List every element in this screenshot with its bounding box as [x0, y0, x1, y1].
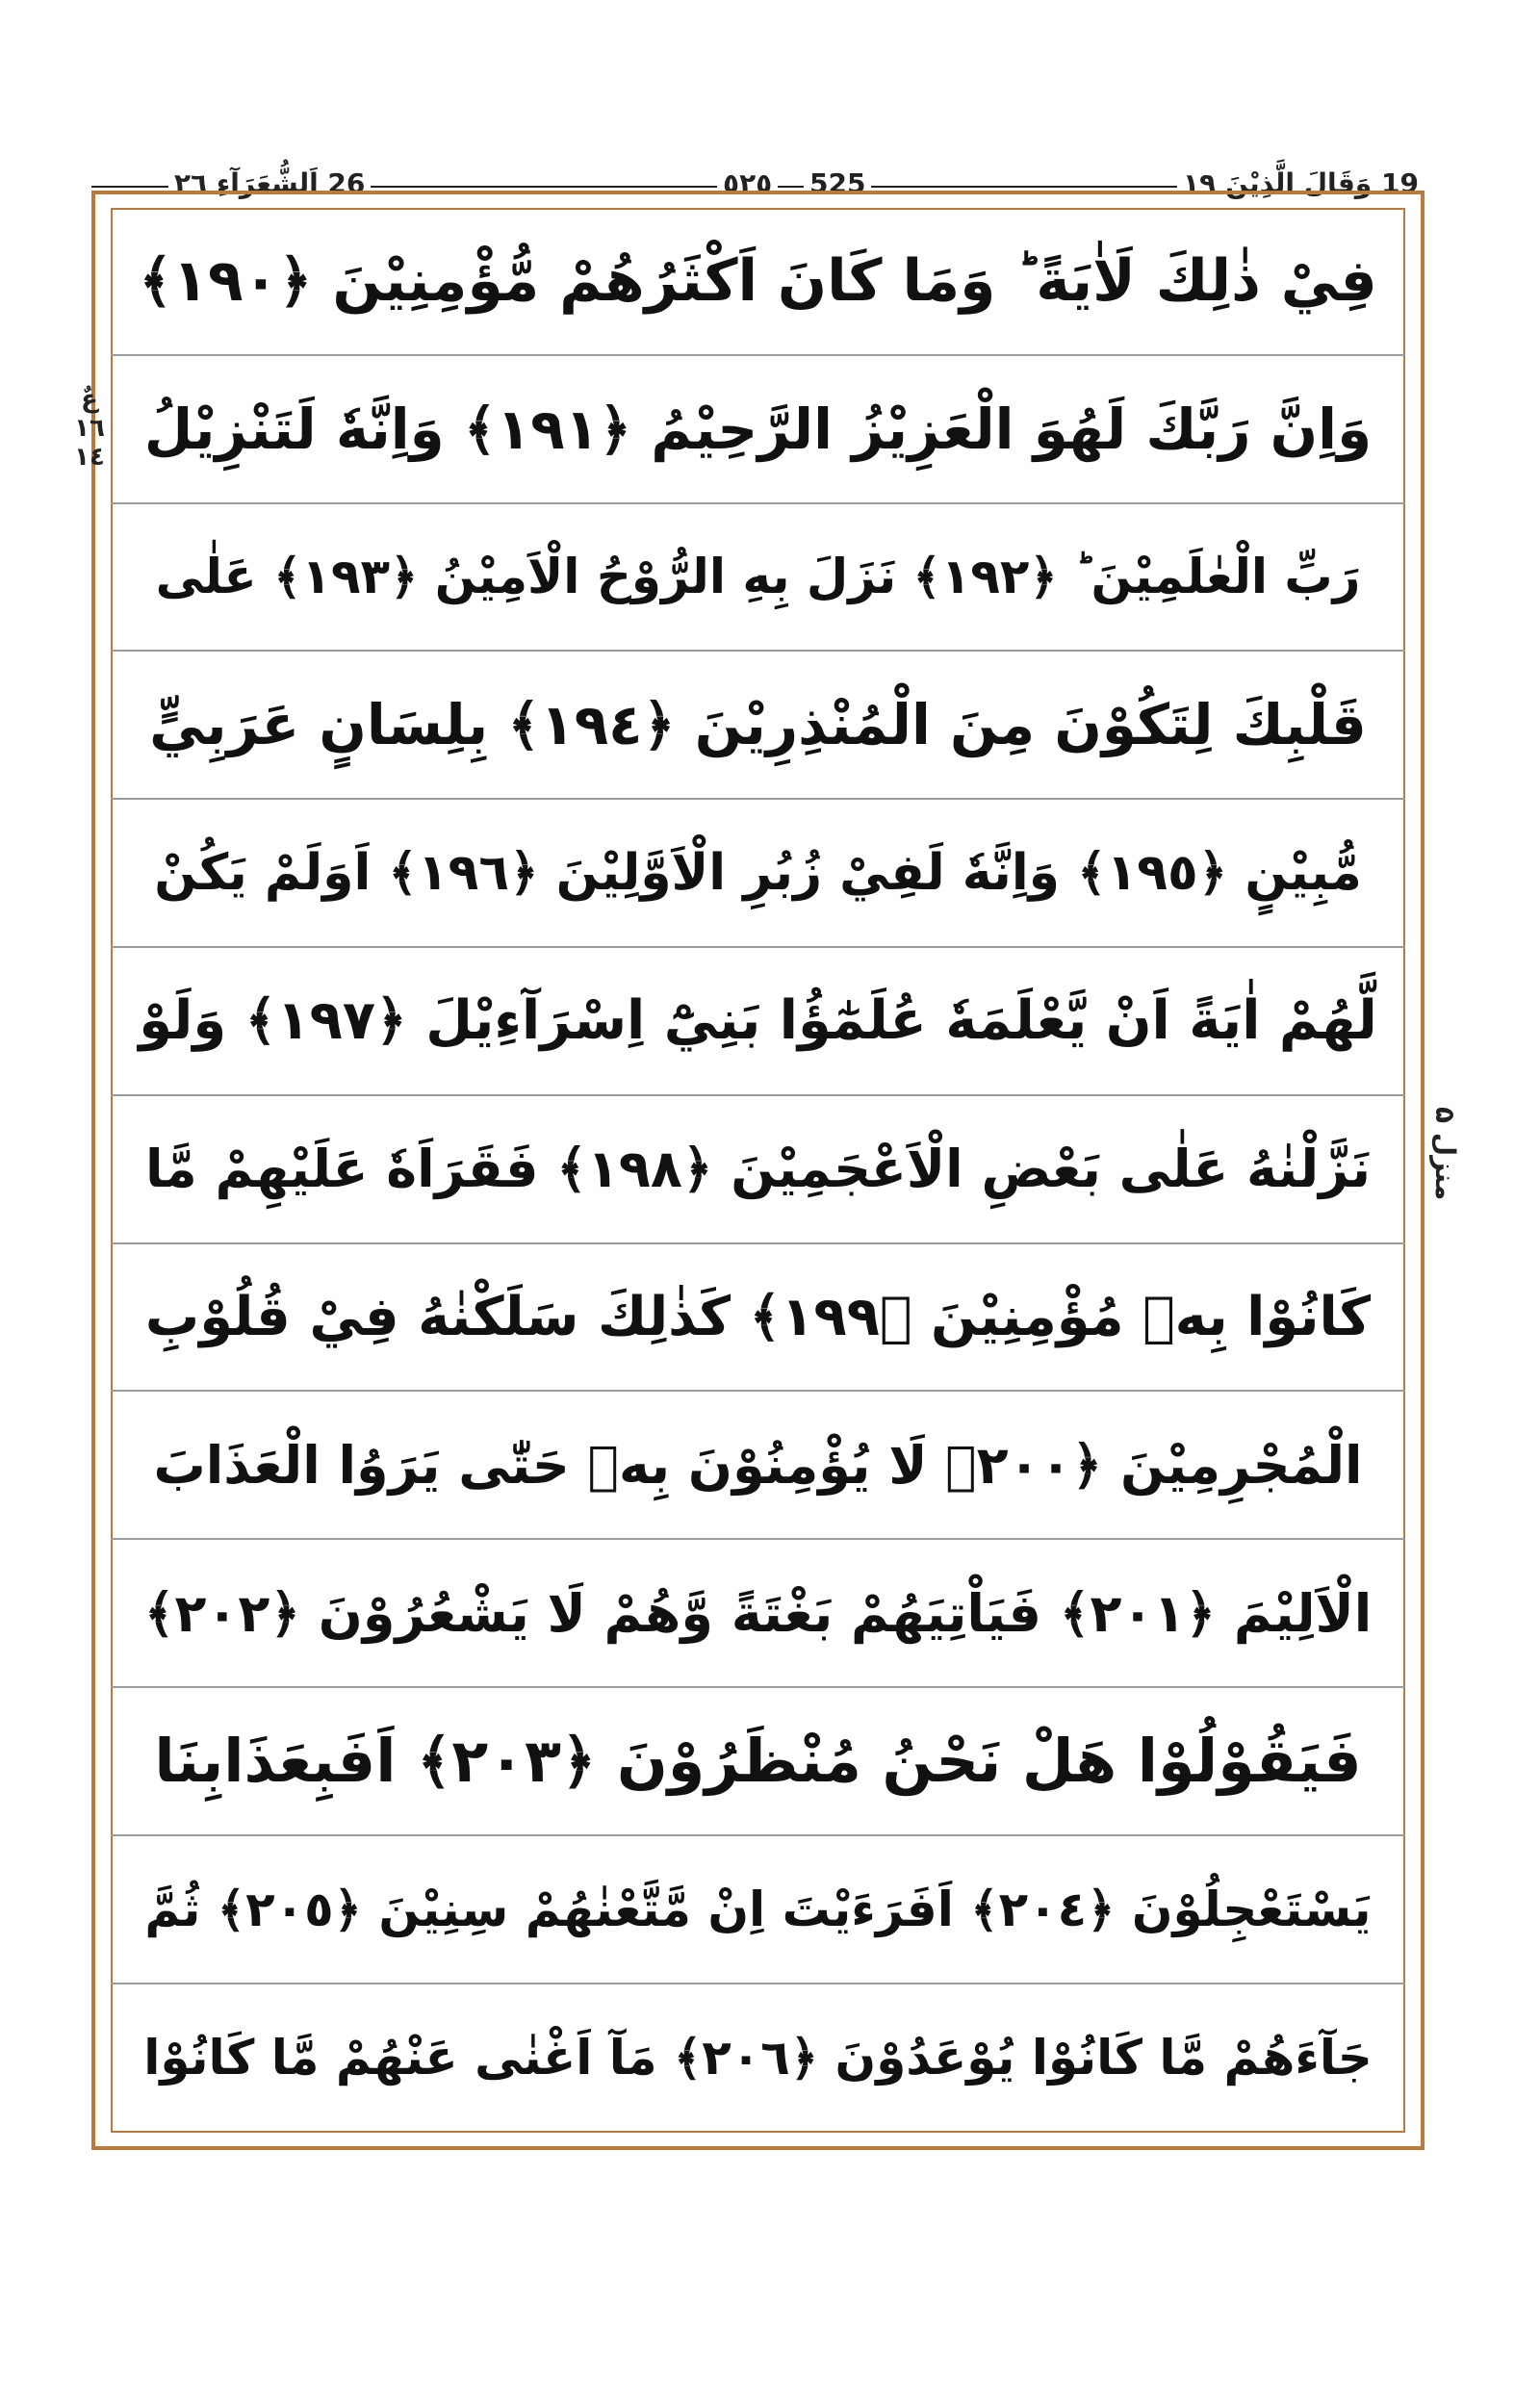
juz-label: 19 وَقَالَ الَّذِيْنَ ١٩ [1177, 167, 1424, 199]
text-line [111, 1540, 1405, 1688]
ruku-marker: عٌ ١٦ ١٤ [74, 385, 105, 472]
surah-label: 26 اَلشُّعَرَآءِ ٢٦ [168, 167, 371, 199]
page-number-arabic: ٥٢٥ [717, 167, 778, 199]
line-text: وَاِنَّ رَبَّكَ لَهُوَ الْعَزِيْزُ الرَّحِيْمُ ﴿١٩١﴾ وَاِنَّهٗ لَتَنْزِيْلُ [143, 396, 1373, 462]
line-text: رَبِّ الْعٰلَمِيْنَ ؕ ﴿١٩٢﴾ نَزَلَ بِهِ الرُّوْحُ الْاَمِيْنُ ﴿١٩٣﴾ عَلٰى [155, 549, 1361, 605]
line-text: الْاَلِيْمَ ﴿٢٠١﴾ فَيَاْتِيَهُمْ بَغْتَةً وَّهُمْ لَا يَشْعُرُوْنَ ﴿٢٠٢﴾ [143, 1582, 1373, 1644]
manzil-marker: منزل ۵ [1429, 1107, 1461, 1201]
text-lines [111, 208, 1405, 2133]
text-line [111, 652, 1405, 800]
text-line [111, 356, 1405, 504]
text-line [111, 208, 1405, 356]
text-line [111, 1392, 1405, 1540]
text-line [111, 1984, 1405, 2133]
text-line [111, 800, 1405, 948]
text-line [111, 1836, 1405, 1984]
text-line [111, 1096, 1405, 1244]
line-text: مُّبِيْنٍ ﴿١٩٥﴾ وَاِنَّهٗ لَفِيْ زُبُرِ الْاَوَّلِيْنَ ﴿١٩٦﴾ اَوَلَمْ يَكُنْ [154, 844, 1362, 903]
line-text: الْمُجْرِمِيْنَ ﴿٢٠٠﴾ لَا يُؤْمِنُوْنَ بِهٖ حَتّٰى يَرَوُا الْعَذَابَ [153, 1434, 1363, 1496]
line-text: جَآءَهُمْ مَّا كَانُوْا يُوْعَدُوْنَ ﴿٢٠٦﴾ مَآ اَغْنٰى عَنْهُمْ مَّا كَانُوْا [143, 2030, 1373, 2087]
line-text: نَزَّلْنٰهُ عَلٰى بَعْضِ الْاَعْجَمِيْنَ ﴿١٩٨﴾ فَقَرَاَهٗ عَلَيْهِمْ مَّا [145, 1139, 1371, 1200]
line-text: لَّهُمْ اٰيَةً اَنْ يَّعْلَمَهٗ عُلَمٰٓؤُا بَنِيْٓ اِسْرَآءِيْلَ ﴿١٩٧﴾ وَلَوْ [139, 989, 1377, 1053]
line-text: يَسْتَعْجِلُوْنَ ﴿٢٠٤﴾ اَفَرَءَيْتَ اِنْ مَّتَّعْنٰهُمْ سِنِيْنَ ﴿٢٠٥﴾ ثُمَّ [144, 1881, 1372, 1937]
line-text: فَيَقُوْلُوْا هَلْ نَحْنُ مُنْظَرُوْنَ ﴿٢٠٣﴾ اَفَبِعَذَابِنَا [154, 1726, 1362, 1797]
text-line [111, 948, 1405, 1096]
line-text: فِيْ ذٰلِكَ لَاٰيَةً ؕ وَمَا كَانَ اَكْثَرُهُمْ مُّؤْمِنِيْنَ ﴿١٩٠﴾ [139, 246, 1377, 315]
text-line [111, 1244, 1405, 1393]
text-line [111, 504, 1405, 653]
page-number: 525 [804, 167, 871, 199]
text-line [111, 1688, 1405, 1836]
line-text: كَانُوْا بِهٖ مُؤْمِنِيْنَ ﴿١٩٩﴾ كَذٰلِكَ سَلَكْنٰهُ فِيْ قُلُوْبِ [144, 1285, 1372, 1348]
line-text: قَلْبِكَ لِتَكُوْنَ مِنَ الْمُنْذِرِيْنَ ﴿١٩٤﴾ بِلِسَانٍ عَرَبِيٍّ [149, 692, 1367, 758]
